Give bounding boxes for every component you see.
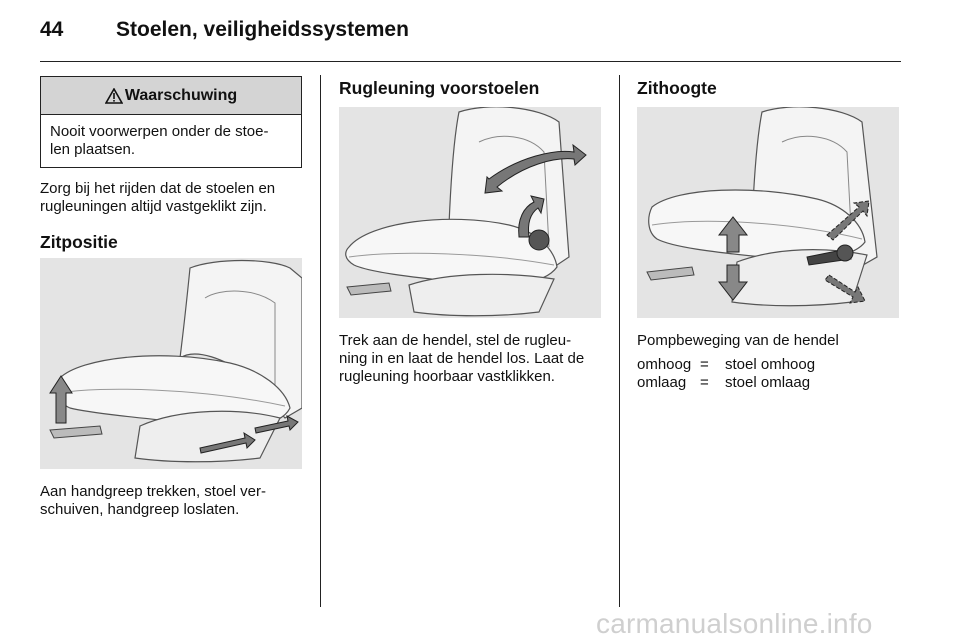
definition-row bbox=[637, 374, 902, 392]
heading-zitpositie: Zitpositie bbox=[40, 232, 118, 252]
definition-value: stoel omhoog bbox=[725, 356, 816, 373]
caption-seat-height: Pompbeweging van de hendel bbox=[637, 332, 839, 349]
warning-text: Nooit voorwerpen onder de stoe- len plaatsen. bbox=[50, 123, 269, 158]
header-rule bbox=[40, 61, 901, 62]
figure-seat-position bbox=[40, 258, 302, 469]
warning-header bbox=[41, 77, 301, 115]
watermark: carmanualsonline.info bbox=[596, 608, 873, 639]
figure-backrest bbox=[339, 107, 601, 318]
definition-separator: = bbox=[700, 356, 709, 373]
definition-term: omlaag bbox=[637, 374, 687, 391]
column-divider-2 bbox=[619, 75, 620, 607]
figure-seat-height bbox=[637, 107, 899, 318]
caption-backrest: Trek aan de hendel, stel de rugleu- ning in en laat de hendel los. Laat de rugleuning hoorbaar vastklikken. bbox=[339, 332, 585, 385]
column-divider-1 bbox=[320, 75, 321, 607]
intro-text: Zorg bij het rijden dat de stoelen en rugleuningen altijd vastgeklikt zijn. bbox=[40, 180, 276, 215]
definition-row bbox=[637, 356, 902, 374]
page-title: Stoelen, veiligheidssystemen bbox=[116, 18, 409, 41]
definition-term: omhoog bbox=[637, 356, 692, 373]
page-number: 44 bbox=[40, 18, 64, 41]
caption-seat-position: Aan handgreep trekken, stoel ver- schuiven, handgreep loslaten. bbox=[40, 483, 266, 518]
heading-zithoogte: Zithoogte bbox=[637, 78, 717, 98]
definition-value: stoel omlaag bbox=[725, 374, 811, 391]
definition-separator: = bbox=[700, 374, 709, 391]
warning-box bbox=[40, 76, 302, 168]
heading-rugleuning: Rugleuning voorstoelen bbox=[339, 78, 540, 98]
warning-title: Waarschuwing bbox=[124, 86, 238, 104]
warning-triangle-icon bbox=[105, 88, 123, 104]
